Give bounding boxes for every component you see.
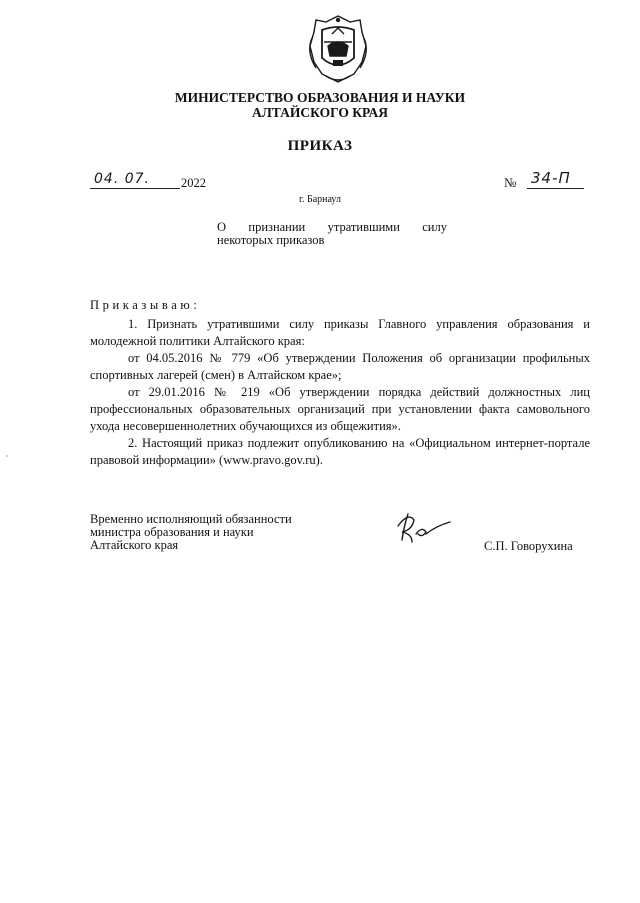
subject-word: признании (248, 220, 306, 234)
paragraph: 2. Настоящий приказ подлежит опубликованию на «Официальном интернет-портале правовой информации» (www.pravo.gov.ru). (90, 436, 590, 467)
subject-line2: некоторых приказов (217, 233, 325, 247)
subject-word: утратившими (327, 220, 400, 234)
scan-mark (6, 455, 8, 457)
city: г. Барнаул (299, 194, 341, 205)
signer-position-line3: Алтайского края (90, 538, 179, 552)
subject-word: О (217, 220, 227, 234)
date-handwritten: 04. 07. (94, 171, 150, 187)
ministry-name-line1: МИНИСТЕРСТВО ОБРАЗОВАНИЯ И НАУКИ (174, 90, 466, 105)
document-title: ПРИКАЗ (287, 138, 353, 154)
order-body (90, 316, 590, 469)
paragraph: от 29.01.2016 № 219 «Об утверждении порядка действий должностных лиц профессиональных образовательных организаций при установлении факта самовольного ухода несовершеннолетних обучающихся из общежития». (90, 385, 590, 433)
paragraph: от 04.05.2016 № 779 «Об утверждении Положения об организации профильных спортивных лагерей (смен) в Алтайском крае»; (90, 351, 590, 382)
coat-of-arms-icon (300, 12, 376, 88)
handwritten-signature-icon (392, 508, 456, 546)
order-intro: Приказываю: (90, 298, 201, 312)
paragraph: 1. Признать утратившими силу приказы Главного управления образования и молодежной политики Алтайского края: (90, 317, 590, 348)
signer-position-line1: Временно исполняющий обязанности (90, 512, 292, 526)
number-label: № (504, 175, 517, 190)
signer-position (90, 513, 350, 552)
signer-name: С.П. Говорухина (484, 539, 573, 553)
signer-position-line2: министра образования и науки (90, 525, 254, 539)
subject (217, 221, 457, 247)
number-handwritten: 34-П (531, 169, 571, 187)
ministry-name-line2: АЛТАЙСКОГО КРАЯ (251, 105, 389, 120)
subject-word: силу (422, 220, 447, 234)
date-year: 2022 (181, 176, 206, 190)
